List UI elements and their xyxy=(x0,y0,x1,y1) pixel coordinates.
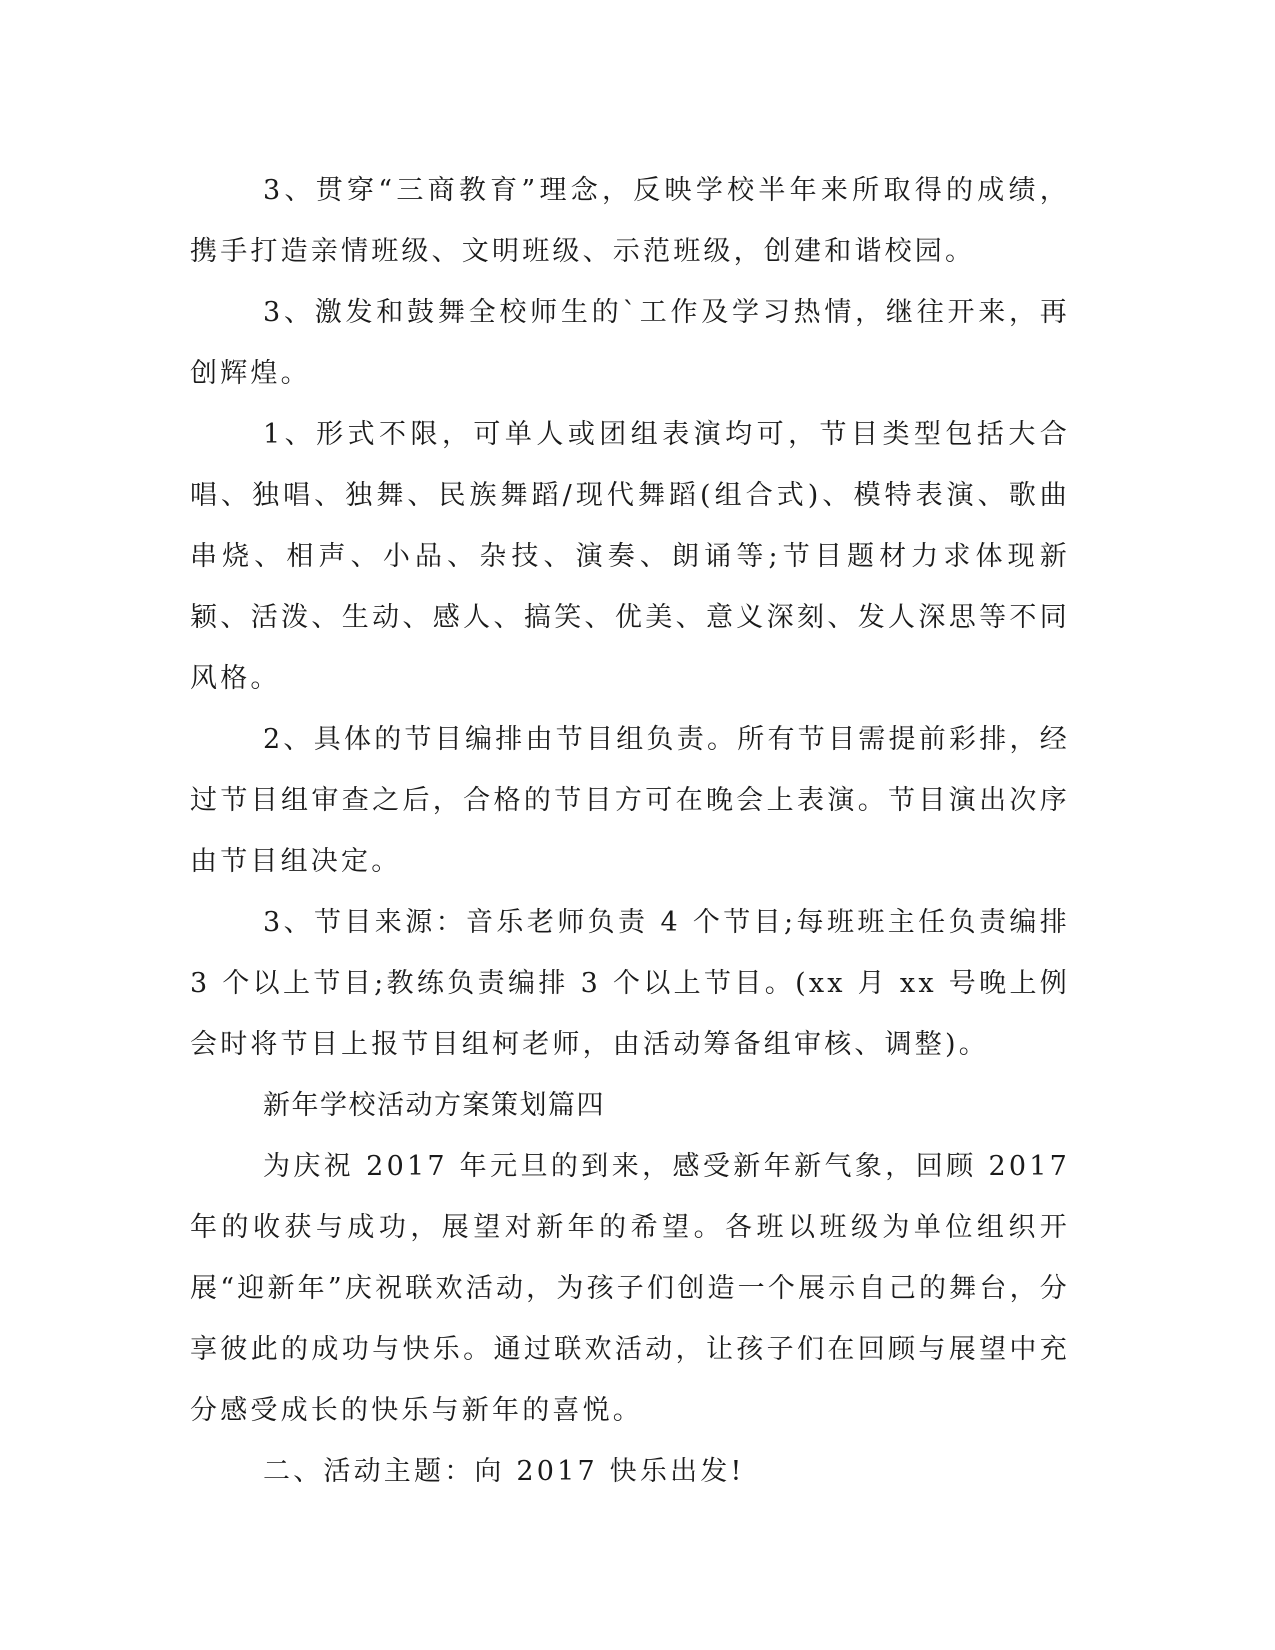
paragraph-new-year-purpose: 为庆祝 2017 年元旦的到来，感受新年新气象，回顾 2017 年的收获与成功，展望对新年的希望。各班以班级为单位组织开展“迎新年”庆祝联欢活动，为孩子们创造一个展示自己的舞台，分享彼此的成功与快乐。通过联欢活动，让孩子们在回顾与展望中充分感受成长的快乐与新年的喜悦。 xyxy=(190,1151,1070,1426)
paragraph-program-sources: 3、节目来源：音乐老师负责 4 个节目;每班班主任负责编排 3 个以上节目;教练负责编排 3 个以上节目。(xx 月 xx 号晚上例会时将节目上报节目组柯老师，由活动筹备组审核、调整)。 xyxy=(190,907,1070,1060)
document-body xyxy=(190,160,1070,1502)
paragraph-program-arrangement: 2、具体的节目编排由节目组负责。所有节目需提前彩排，经过节目组审查之后，合格的节目方可在晚会上表演。节目演出次序由节目组决定。 xyxy=(190,724,1070,877)
section-heading-part-four: 新年学校活动方案策划篇四 xyxy=(263,1090,605,1121)
paragraph-program-format: 1、形式不限，可单人或团组表演均可，节目类型包括大合唱、独唱、独舞、民族舞蹈/现代舞蹈(组合式)、模特表演、歌曲串烧、相声、小品、杂技、演奏、朗诵等;节目题材力求体现新颖、活泼、生动、感人、搞笑、优美、意义深刻、发人深思等不同风格。 xyxy=(190,419,1070,694)
paragraph-goal-enthusiasm: 3、激发和鼓舞全校师生的`工作及学习热情，继往开来，再创辉煌。 xyxy=(190,297,1070,389)
paragraph-activity-theme: 二、活动主题：向 2017 快乐出发! xyxy=(263,1456,745,1487)
paragraph-goal-three-business-education: 3、贯穿“三商教育”理念，反映学校半年来所取得的成绩，携手打造亲情班级、文明班级、示范班级，创建和谐校园。 xyxy=(190,175,1070,267)
